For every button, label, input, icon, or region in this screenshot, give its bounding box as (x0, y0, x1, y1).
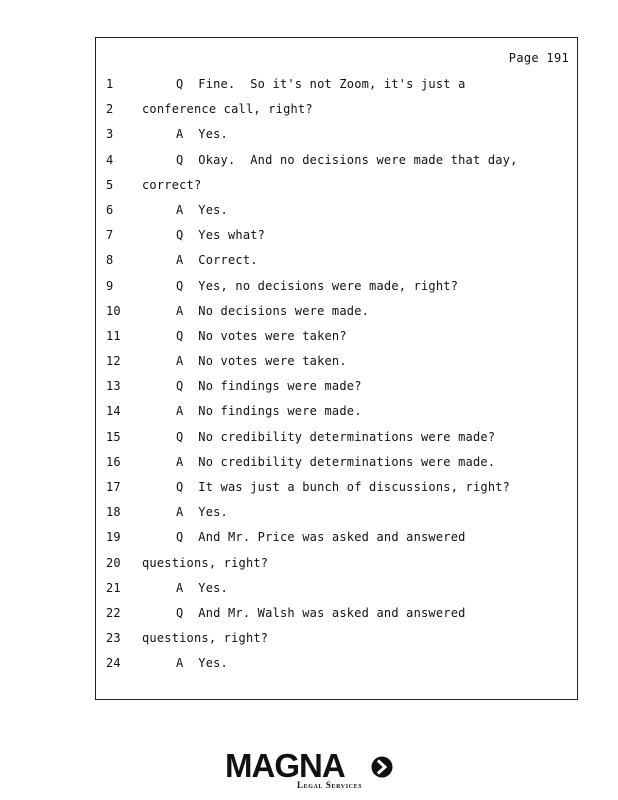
line-number: 11 (106, 328, 121, 343)
line-number: 22 (106, 605, 121, 620)
line-text: A No findings were made. (176, 404, 362, 419)
line-number: 24 (106, 656, 121, 671)
line-text: A Yes. (176, 127, 228, 142)
line-number: 15 (106, 429, 121, 444)
line-number: 4 (106, 152, 114, 167)
line-text: Q And Mr. Walsh was asked and answered (176, 605, 466, 620)
transcript-line (96, 173, 577, 198)
transcript-line (96, 399, 577, 424)
transcript-line (96, 500, 577, 525)
transcript-line (96, 425, 577, 450)
line-number: 14 (106, 404, 121, 419)
line-text: Q Fine. So it's not Zoom, it's just a (176, 77, 466, 91)
transcript-line (96, 374, 577, 399)
transcript-line (96, 223, 577, 248)
transcript-line (96, 551, 577, 576)
line-number: 8 (106, 253, 114, 268)
line-number: 18 (106, 505, 121, 520)
line-number: 16 (106, 454, 121, 469)
line-text: A No decisions were made. (176, 303, 370, 318)
transcript-line (96, 148, 577, 173)
transcript-line (96, 324, 577, 349)
line-number: 9 (106, 278, 114, 293)
line-number: 21 (106, 580, 121, 595)
line-text: A No votes were taken. (176, 354, 347, 369)
line-text: Q And Mr. Price was asked and answered (176, 530, 466, 545)
transcript-line (96, 72, 577, 97)
line-text: questions, right? (142, 631, 269, 646)
transcript-line (96, 248, 577, 273)
line-text: correct? (142, 177, 202, 192)
transcript-line (96, 601, 577, 626)
line-number: 5 (106, 177, 114, 192)
line-text: Q Yes what? (176, 228, 266, 243)
line-text: A Yes. (176, 202, 228, 217)
line-text: A Yes. (176, 580, 228, 595)
transcript-line (96, 198, 577, 223)
line-text: A Correct. (176, 253, 258, 268)
line-number: 1 (106, 77, 114, 91)
line-number: 6 (106, 202, 114, 217)
page-number: Page 191 (508, 51, 569, 65)
arrow-circle-icon (371, 756, 393, 778)
line-text: Q No credibility determinations were made? (176, 429, 496, 444)
line-number: 2 (106, 102, 114, 117)
transcript-line (96, 651, 577, 676)
transcript-line (96, 525, 577, 550)
transcript-line (96, 475, 577, 500)
line-number: 12 (106, 354, 121, 369)
line-text: Q No votes were taken? (176, 328, 347, 343)
line-text: conference call, right? (142, 102, 313, 117)
line-number: 3 (106, 127, 114, 142)
transcript-line (96, 349, 577, 374)
transcript-line (96, 299, 577, 324)
line-number: 19 (106, 530, 121, 545)
line-number: 7 (106, 228, 114, 243)
transcript-lines (96, 72, 577, 677)
transcript-line (96, 122, 577, 147)
transcript-page (95, 37, 578, 700)
line-number: 23 (106, 631, 121, 646)
line-text: Q Yes, no decisions were made, right? (176, 278, 459, 293)
logo-wordmark: MAGNA (225, 747, 345, 784)
magna-logo (225, 748, 400, 794)
line-number: 10 (106, 303, 121, 318)
transcript-line (96, 626, 577, 651)
line-text: Q No findings were made? (176, 379, 362, 394)
transcript-line (96, 97, 577, 122)
line-text: questions, right? (142, 555, 269, 570)
line-text: A No credibility determinations were made. (176, 454, 496, 469)
line-text: Q Okay. And no decisions were made that day, (176, 152, 518, 167)
line-number: 17 (106, 480, 121, 494)
line-number: 13 (106, 379, 121, 394)
transcript-line (96, 576, 577, 601)
line-text: A Yes. (176, 656, 228, 671)
logo-tagline: Legal Services (297, 780, 363, 790)
transcript-line (96, 450, 577, 475)
line-number: 20 (106, 555, 121, 570)
line-text: A Yes. (176, 505, 228, 520)
transcript-line (96, 274, 577, 299)
line-text: Q It was just a bunch of discussions, right? (176, 480, 511, 494)
